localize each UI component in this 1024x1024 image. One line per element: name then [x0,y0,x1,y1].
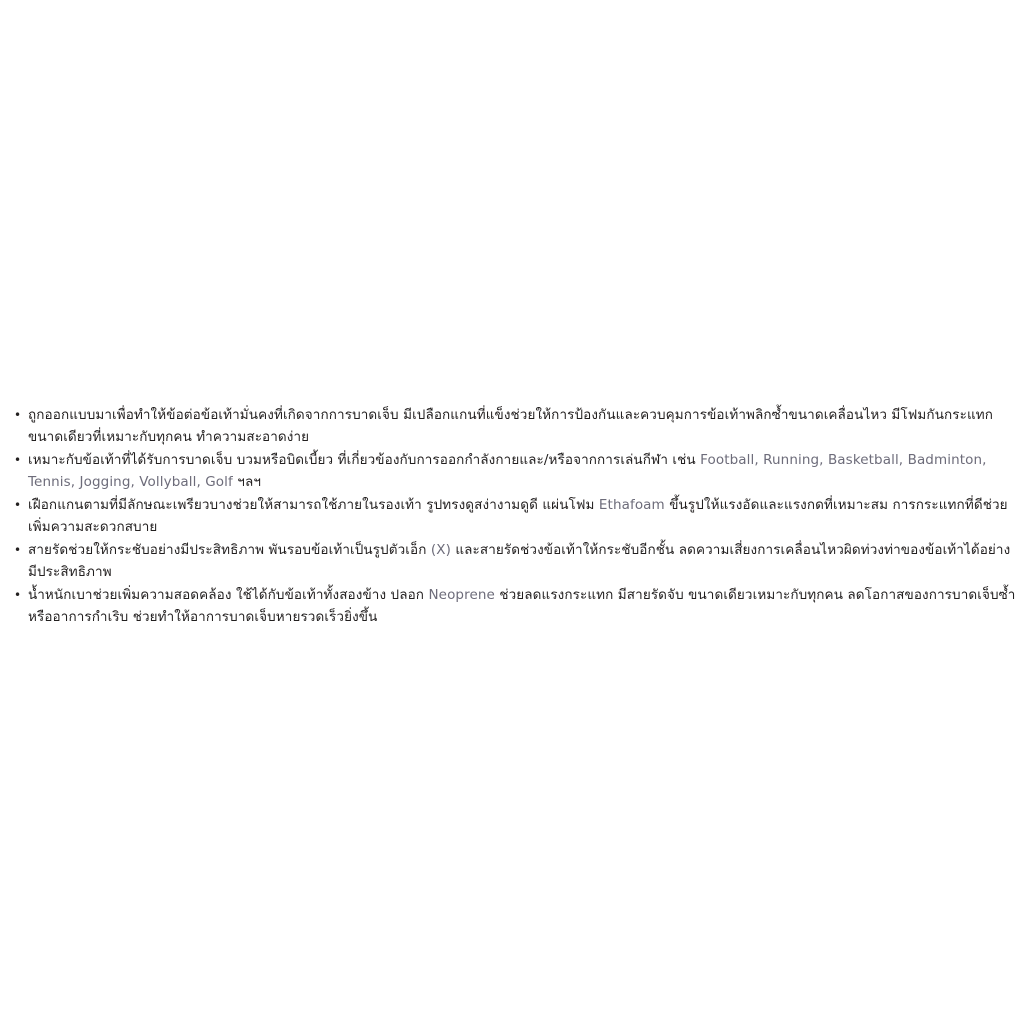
highlighted-text: Ethafoam [598,497,665,513]
feature-list [8,404,1016,628]
body-text: เฝือกแกนตามที่มีลักษณะเพรียวบางช่วยให้สามารถใช้ภายในรองเท้า รูปทรงดูสง่างามดูดี แผ่นโฟม [28,497,599,513]
bullet-icon: • [14,408,22,422]
body-text: น้ำหนักเบาช่วยเพิ่มความสอดคล้อง ใช้ได้กับข้อเท้าทั้งสองข้าง ปลอก [28,587,429,603]
body-text: ช่วยลดแรงกระแทก มีสายรัดจับ ขนาดเดียวเหมาะกับทุกคน ลดโอกาสของการบาดเจ็บซ้ำหรืออาการกำเริบ ช่วยทำให้อาการบาดเจ็บหายรวดเร็วยิ่งขึ้น [28,587,1016,625]
list-item [8,449,1016,493]
body-text: และสายรัดช่วงข้อเท้าให้กระชับอีกชั้น ลดความเสี่ยงการเคลื่อนไหวผิดท่วงท่าของข้อเท้าได้อย่างมีประสิทธิภาพ [28,542,1011,580]
highlighted-text: (X) [430,542,451,558]
body-text: สายรัดช่วยให้กระชับอย่างมีประสิทธิภาพ พันรอบข้อเท้าเป็นรูปตัวเอ็ก [28,542,431,558]
bullet-icon: • [14,453,22,467]
highlighted-text: Football, Running, Basketball, Badminton, Tennis, Jogging, Vollyball, Golf [28,452,987,490]
body-text: ฯลฯ [232,474,262,490]
list-item [8,584,1016,628]
list-item [8,539,1016,583]
body-text: ขึ้นรูปให้แรงอัดและแรงกดที่เหมาะสม การกระแทกที่ดีช่วยเพิ่มความสะดวกสบาย [28,497,1008,535]
bullet-icon: • [14,588,22,602]
list-item [8,404,1016,448]
bullet-icon: • [14,543,22,557]
list-item [8,494,1016,538]
product-description-block [8,404,1016,628]
body-text: เหมาะกับข้อเท้าที่ได้รับการบาดเจ็บ บวมหรือบิดเบี้ยว ที่เกี่ยวข้องกับการออกกำลังกายและ/หรือจากการเล่นกีฬา เช่น [28,452,701,468]
body-text: ถูกออกแบบมาเพื่อทำให้ข้อต่อข้อเท้ามั่นคงที่เกิดจากการบาดเจ็บ มีเปลือกแกนที่แข็งช่วยให้การป้องกันและควบคุมการข้อเท้าพลิกซ้ำขนาดเคลื่อนไหว มีโฟมกันกระแทกขนาดเดียวที่เหมาะกับทุกคน ทำความสะอาดง่าย [28,407,994,445]
bullet-icon: • [14,498,22,512]
highlighted-text: Neoprene [428,587,495,603]
